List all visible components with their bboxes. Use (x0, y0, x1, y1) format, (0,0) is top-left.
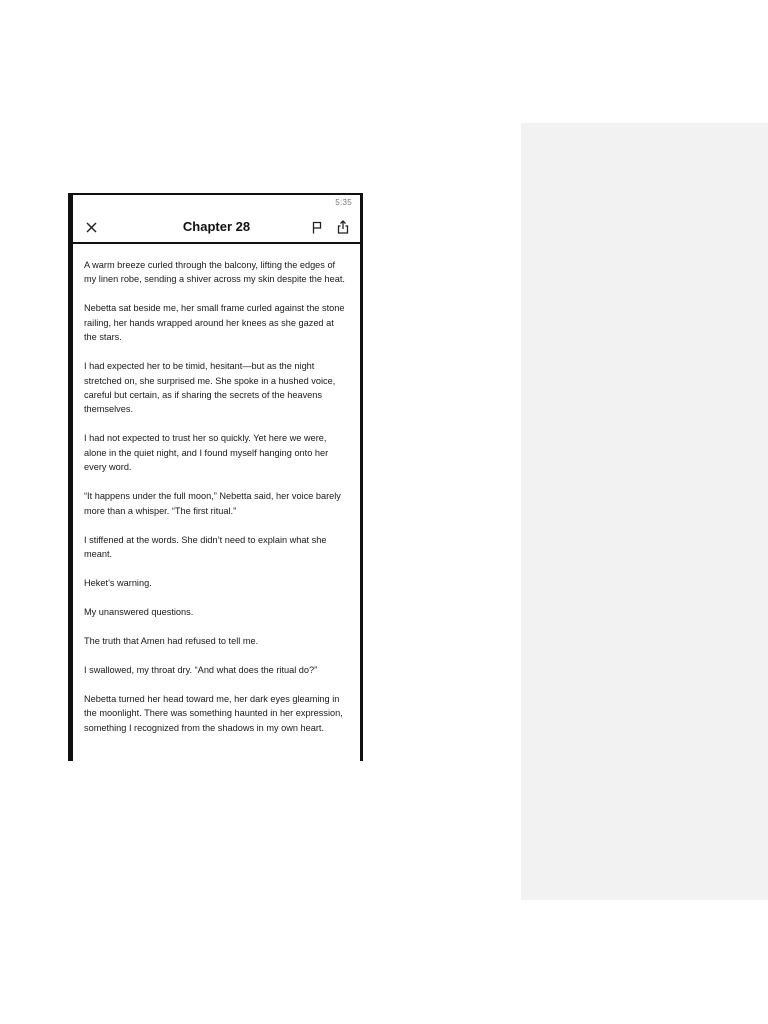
flag-icon (312, 221, 322, 234)
paragraph: I had not expected to trust her so quickly. Yet here we were, alone in the quiet night, and I found myself hanging onto her every word. (84, 433, 329, 473)
share-icon (337, 220, 349, 234)
chapter-header (73, 211, 360, 244)
paragraph: Nebetta turned her head toward me, her dark eyes gleaming in the moonlight. There was something haunted in her expression, something I recognized from the shadows in my own heart. (84, 694, 343, 733)
paragraph: I had expected her to be timid, hesitant—but as the night stretched on, she surprised me. She spoke in a hushed voice, careful but certain, as if sharing the secrets of the heavens themselves. (84, 361, 336, 415)
status-bar (73, 195, 360, 211)
paragraph: A warm breeze curled through the balcony, lifting the edges of my linen robe, sending a shiver across my skin despite the heat. (84, 260, 345, 285)
report-button[interactable] (310, 219, 324, 235)
paragraph: Heket’s warning. (84, 578, 152, 589)
reader-screen (68, 193, 363, 761)
paragraph: “It happens under the full moon,” Nebetta said, her voice barely more than a whisper. “The first ritual.” (84, 491, 341, 516)
share-button[interactable] (336, 218, 350, 235)
paragraph: Nebetta sat beside me, her small frame curled against the stone railing, her hands wrapped around her knees as she gazed at the stars. (84, 303, 345, 343)
side-panel (521, 123, 768, 900)
chapter-title: Chapter 28 (182, 219, 251, 234)
paragraph: The truth that Amen had refused to tell me. (84, 636, 259, 647)
paragraph: I swallowed, my throat dry. “And what does the ritual do?” (84, 665, 318, 676)
paragraph: My unanswered questions. (84, 607, 194, 618)
paragraph: I stiffened at the words. She didn’t need to explain what she meant. (84, 534, 327, 560)
status-time: 5:35 (335, 198, 352, 207)
chapter-text (73, 244, 360, 735)
